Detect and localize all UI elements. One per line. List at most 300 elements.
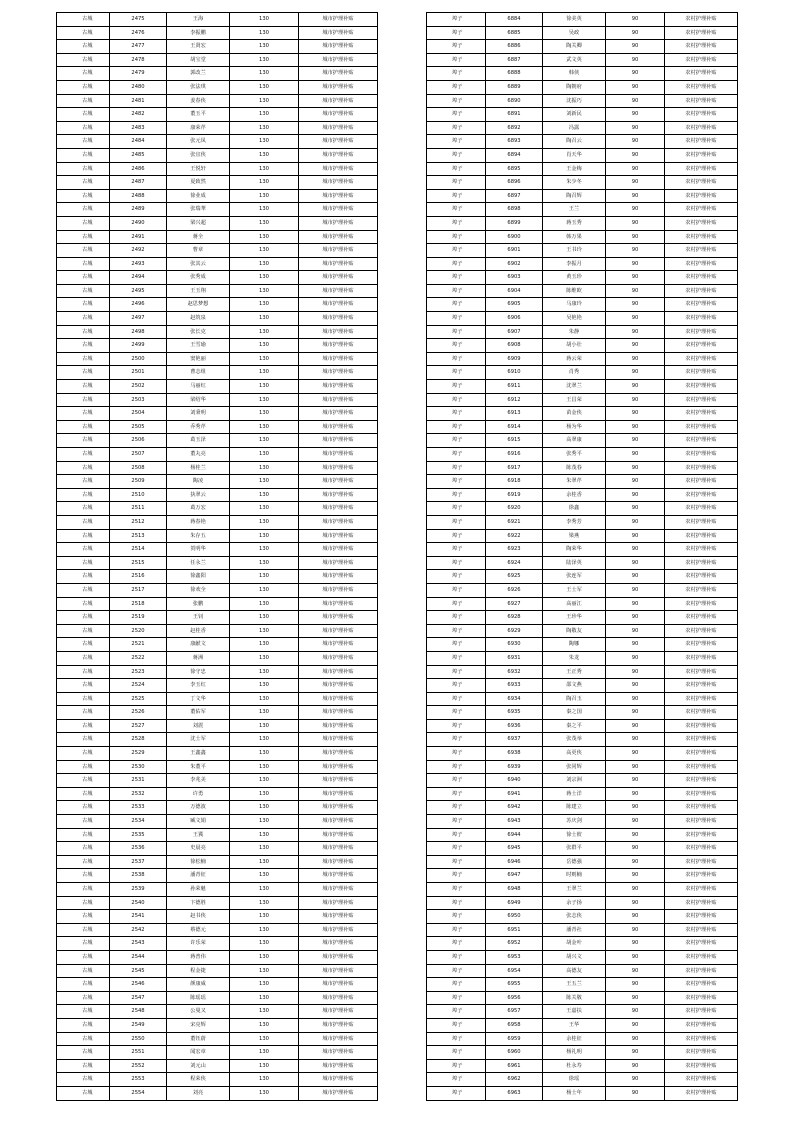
type-cell: 城市护理补贴 — [299, 434, 378, 448]
table-row — [427, 1073, 738, 1087]
area-cell: 古城 — [57, 26, 110, 40]
table-row — [57, 787, 378, 801]
amount-cell: 130 — [230, 1059, 299, 1073]
table-row — [57, 706, 378, 720]
area-cell: 古城 — [57, 13, 110, 27]
type-cell: 城市护理补贴 — [299, 108, 378, 122]
id-cell: 2515 — [110, 556, 167, 570]
name-cell: 董佑军 — [167, 706, 230, 720]
table-row — [57, 434, 378, 448]
type-cell: 城市护理补贴 — [299, 910, 378, 924]
amount-cell: 130 — [230, 706, 299, 720]
type-cell: 城市护理补贴 — [299, 543, 378, 557]
name-cell: 潘青征 — [167, 869, 230, 883]
name-cell: 李秀芳 — [543, 515, 606, 529]
id-cell: 2512 — [110, 515, 167, 529]
type-cell: 农村护理补贴 — [665, 108, 738, 122]
id-cell: 6893 — [486, 135, 543, 149]
type-cell: 农村护理补贴 — [665, 1005, 738, 1019]
type-cell: 农村护理补贴 — [665, 135, 738, 149]
amount-cell: 90 — [606, 597, 665, 611]
area-cell: 古城 — [57, 624, 110, 638]
area-cell: 埠子 — [427, 910, 486, 924]
table-row — [427, 624, 738, 638]
amount-cell: 90 — [606, 230, 665, 244]
name-cell: 王正秀 — [543, 665, 606, 679]
amount-cell: 90 — [606, 475, 665, 489]
type-cell: 农村护理补贴 — [665, 216, 738, 230]
amount-cell: 130 — [230, 257, 299, 271]
type-cell: 城市护理补贴 — [299, 570, 378, 584]
amount-cell: 130 — [230, 733, 299, 747]
id-cell: 6947 — [486, 869, 543, 883]
amount-cell: 90 — [606, 1005, 665, 1019]
amount-cell: 90 — [606, 108, 665, 122]
id-cell: 2497 — [110, 312, 167, 326]
id-cell: 6924 — [486, 556, 543, 570]
name-cell: 王珍华 — [543, 611, 606, 625]
table-row — [57, 244, 378, 258]
id-cell: 6937 — [486, 733, 543, 747]
area-cell: 古城 — [57, 502, 110, 516]
table-row — [57, 1018, 378, 1032]
table-row — [427, 80, 738, 94]
id-cell: 6917 — [486, 461, 543, 475]
name-cell: 赵书侠 — [167, 910, 230, 924]
area-cell: 古城 — [57, 651, 110, 665]
area-cell: 埠子 — [427, 896, 486, 910]
area-cell: 古城 — [57, 638, 110, 652]
table-row — [57, 189, 378, 203]
area-cell: 古城 — [57, 284, 110, 298]
area-cell: 埠子 — [427, 815, 486, 829]
id-cell: 6897 — [486, 189, 543, 203]
amount-cell: 90 — [606, 801, 665, 815]
area-cell: 古城 — [57, 529, 110, 543]
amount-cell: 90 — [606, 488, 665, 502]
table-row — [57, 719, 378, 733]
id-cell: 2501 — [110, 366, 167, 380]
name-cell: 蒋玉秀 — [543, 216, 606, 230]
table-row — [57, 298, 378, 312]
area-cell: 古城 — [57, 230, 110, 244]
type-cell: 农村护理补贴 — [665, 624, 738, 638]
id-cell: 6887 — [486, 53, 543, 67]
type-cell: 农村护理补贴 — [665, 937, 738, 951]
amount-cell: 90 — [606, 257, 665, 271]
table-row — [427, 529, 738, 543]
type-cell: 农村护理补贴 — [665, 964, 738, 978]
amount-cell: 90 — [606, 121, 665, 135]
name-cell: 陶关卿 — [543, 40, 606, 54]
id-cell: 2532 — [110, 787, 167, 801]
area-cell: 埠子 — [427, 515, 486, 529]
type-cell: 农村护理补贴 — [665, 162, 738, 176]
name-cell: 高丽江 — [543, 597, 606, 611]
area-cell: 古城 — [57, 787, 110, 801]
type-cell: 农村护理补贴 — [665, 692, 738, 706]
id-cell: 2514 — [110, 543, 167, 557]
table-row — [427, 1086, 738, 1100]
name-cell: 许乐荣 — [167, 937, 230, 951]
id-cell: 2534 — [110, 815, 167, 829]
name-cell: 张茂举 — [543, 733, 606, 747]
id-cell: 6943 — [486, 815, 543, 829]
area-cell: 埠子 — [427, 869, 486, 883]
type-cell: 城市护理补贴 — [299, 1073, 378, 1087]
id-cell: 6899 — [486, 216, 543, 230]
id-cell: 2479 — [110, 67, 167, 81]
amount-cell: 130 — [230, 515, 299, 529]
id-cell: 6946 — [486, 855, 543, 869]
amount-cell: 90 — [606, 380, 665, 394]
type-cell: 城市护理补贴 — [299, 26, 378, 40]
area-cell: 埠子 — [427, 583, 486, 597]
table-row — [57, 488, 378, 502]
name-cell: 卞德胜 — [167, 896, 230, 910]
name-cell: 史晨亮 — [167, 842, 230, 856]
name-cell: 王五兰 — [543, 978, 606, 992]
id-cell: 2526 — [110, 706, 167, 720]
area-cell: 古城 — [57, 978, 110, 992]
amount-cell: 130 — [230, 883, 299, 897]
type-cell: 农村护理补贴 — [665, 13, 738, 27]
type-cell: 城市护理补贴 — [299, 312, 378, 326]
name-cell: 苗金侠 — [543, 407, 606, 421]
name-cell: 秦之平 — [543, 719, 606, 733]
id-cell: 2527 — [110, 719, 167, 733]
table-row — [57, 366, 378, 380]
amount-cell: 130 — [230, 216, 299, 230]
amount-cell: 90 — [606, 638, 665, 652]
table-row — [427, 515, 738, 529]
table-row — [427, 448, 738, 462]
table-row — [57, 760, 378, 774]
area-cell: 埠子 — [427, 475, 486, 489]
area-cell: 古城 — [57, 964, 110, 978]
type-cell: 农村护理补贴 — [665, 366, 738, 380]
name-cell: 刘亮 — [167, 1086, 230, 1100]
name-cell: 丁文华 — [167, 692, 230, 706]
name-cell: 吴政 — [543, 26, 606, 40]
table-row — [57, 855, 378, 869]
name-cell: 蔡德元 — [167, 923, 230, 937]
name-cell: 徐业成 — [167, 189, 230, 203]
amount-cell: 130 — [230, 271, 299, 285]
amount-cell: 90 — [606, 26, 665, 40]
table-row — [427, 189, 738, 203]
area-cell: 埠子 — [427, 1046, 486, 1060]
area-cell: 埠子 — [427, 121, 486, 135]
table-row — [57, 733, 378, 747]
amount-cell: 130 — [230, 869, 299, 883]
type-cell: 城市护理补贴 — [299, 923, 378, 937]
area-cell: 古城 — [57, 162, 110, 176]
amount-cell: 130 — [230, 787, 299, 801]
type-cell: 农村护理补贴 — [665, 774, 738, 788]
type-cell: 农村护理补贴 — [665, 638, 738, 652]
amount-cell: 90 — [606, 461, 665, 475]
area-cell: 古城 — [57, 801, 110, 815]
table-row — [427, 488, 738, 502]
amount-cell: 130 — [230, 13, 299, 27]
area-cell: 埠子 — [427, 1032, 486, 1046]
area-cell: 古城 — [57, 80, 110, 94]
name-cell: 陈维欧 — [543, 284, 606, 298]
id-cell: 6927 — [486, 597, 543, 611]
amount-cell: 90 — [606, 135, 665, 149]
type-cell: 农村护理补贴 — [665, 1046, 738, 1060]
name-cell: 余子扬 — [543, 896, 606, 910]
type-cell: 城市护理补贴 — [299, 950, 378, 964]
id-cell: 2494 — [110, 271, 167, 285]
area-cell: 古城 — [57, 244, 110, 258]
name-cell: 朱翠芹 — [543, 475, 606, 489]
amount-cell: 90 — [606, 53, 665, 67]
id-cell: 2516 — [110, 570, 167, 584]
amount-cell: 130 — [230, 230, 299, 244]
table-row — [57, 747, 378, 761]
type-cell: 城市护理补贴 — [299, 869, 378, 883]
amount-cell: 90 — [606, 434, 665, 448]
id-cell: 2543 — [110, 937, 167, 951]
id-cell: 2496 — [110, 298, 167, 312]
area-cell: 埠子 — [427, 148, 486, 162]
amount-cell: 90 — [606, 665, 665, 679]
id-cell: 6902 — [486, 257, 543, 271]
name-cell: 徐鑫阳 — [167, 570, 230, 584]
amount-cell: 90 — [606, 923, 665, 937]
type-cell: 城市护理补贴 — [299, 978, 378, 992]
type-cell: 城市护理补贴 — [299, 488, 378, 502]
amount-cell: 130 — [230, 393, 299, 407]
id-cell: 6915 — [486, 434, 543, 448]
area-cell: 埠子 — [427, 1059, 486, 1073]
table-row — [57, 910, 378, 924]
id-cell: 2541 — [110, 910, 167, 924]
area-cell: 埠子 — [427, 80, 486, 94]
id-cell: 6907 — [486, 325, 543, 339]
name-cell: 陶召云 — [543, 135, 606, 149]
amount-cell: 130 — [230, 488, 299, 502]
id-cell: 6904 — [486, 284, 543, 298]
table-row — [427, 284, 738, 298]
name-cell: 程金捷 — [167, 964, 230, 978]
amount-cell: 90 — [606, 883, 665, 897]
amount-cell: 130 — [230, 80, 299, 94]
amount-cell: 90 — [606, 787, 665, 801]
table-row — [427, 230, 738, 244]
name-cell: 张元凤 — [167, 135, 230, 149]
name-cell: 孙荣魁 — [167, 883, 230, 897]
table-row — [427, 339, 738, 353]
table-row — [57, 556, 378, 570]
type-cell: 农村护理补贴 — [665, 665, 738, 679]
table-row — [427, 855, 738, 869]
type-cell: 城市护理补贴 — [299, 787, 378, 801]
type-cell: 城市护理补贴 — [299, 230, 378, 244]
type-cell: 城市护理补贴 — [299, 461, 378, 475]
type-cell: 农村护理补贴 — [665, 121, 738, 135]
table-row — [427, 108, 738, 122]
area-cell: 古城 — [57, 271, 110, 285]
name-cell: 陶凌 — [167, 475, 230, 489]
type-cell: 农村护理补贴 — [665, 80, 738, 94]
area-cell: 埠子 — [427, 94, 486, 108]
table-row — [57, 869, 378, 883]
name-cell: 肖秀 — [543, 366, 606, 380]
area-cell: 古城 — [57, 815, 110, 829]
name-cell: 董丸亮 — [167, 448, 230, 462]
area-cell: 古城 — [57, 910, 110, 924]
amount-cell: 130 — [230, 203, 299, 217]
name-cell: 梁兴超 — [167, 216, 230, 230]
table-row — [57, 1086, 378, 1100]
table-row — [427, 53, 738, 67]
name-cell: 陶娜 — [543, 638, 606, 652]
type-cell: 城市护理补贴 — [299, 325, 378, 339]
table-row — [57, 1005, 378, 1019]
area-cell: 古城 — [57, 706, 110, 720]
table-row — [57, 162, 378, 176]
amount-cell: 130 — [230, 380, 299, 394]
name-cell: 王鑫鑫 — [167, 747, 230, 761]
name-cell: 时则楠 — [543, 869, 606, 883]
table-row — [57, 148, 378, 162]
type-cell: 城市护理补贴 — [299, 352, 378, 366]
name-cell: 徐鑫 — [543, 502, 606, 516]
name-cell: 韩侠 — [543, 67, 606, 81]
name-cell: 夏致然 — [167, 176, 230, 190]
type-cell: 农村护理补贴 — [665, 719, 738, 733]
area-cell: 古城 — [57, 434, 110, 448]
type-cell: 城市护理补贴 — [299, 991, 378, 1005]
table-row — [57, 1046, 378, 1060]
type-cell: 农村护理补贴 — [665, 1073, 738, 1087]
id-cell: 2499 — [110, 339, 167, 353]
amount-cell: 90 — [606, 13, 665, 27]
type-cell: 农村护理补贴 — [665, 651, 738, 665]
table-row — [57, 583, 378, 597]
id-cell: 6920 — [486, 502, 543, 516]
name-cell: 陶荣华 — [543, 543, 606, 557]
name-cell: 董钰蔚 — [167, 1032, 230, 1046]
amount-cell: 90 — [606, 271, 665, 285]
table-row — [427, 420, 738, 434]
name-cell: 刘震 — [167, 719, 230, 733]
id-cell: 2504 — [110, 407, 167, 421]
type-cell: 农村护理补贴 — [665, 679, 738, 693]
type-cell: 城市护理补贴 — [299, 13, 378, 27]
table-row — [57, 883, 378, 897]
amount-cell: 90 — [606, 815, 665, 829]
area-cell: 古城 — [57, 380, 110, 394]
table-row — [427, 747, 738, 761]
id-cell: 2505 — [110, 420, 167, 434]
id-cell: 2550 — [110, 1032, 167, 1046]
amount-cell: 90 — [606, 869, 665, 883]
amount-cell: 90 — [606, 543, 665, 557]
area-cell: 古城 — [57, 1073, 110, 1087]
name-cell: 姜春侠 — [167, 94, 230, 108]
amount-cell: 90 — [606, 611, 665, 625]
amount-cell: 90 — [606, 1073, 665, 1087]
table-row — [57, 312, 378, 326]
type-cell: 农村护理补贴 — [665, 706, 738, 720]
id-cell: 2513 — [110, 529, 167, 543]
area-cell: 古城 — [57, 855, 110, 869]
id-cell: 2535 — [110, 828, 167, 842]
amount-cell: 90 — [606, 1059, 665, 1073]
id-cell: 6936 — [486, 719, 543, 733]
area-cell: 古城 — [57, 475, 110, 489]
table-row — [57, 325, 378, 339]
type-cell: 农村护理补贴 — [665, 583, 738, 597]
name-cell: 肖天华 — [543, 148, 606, 162]
type-cell: 农村护理补贴 — [665, 40, 738, 54]
amount-cell: 90 — [606, 244, 665, 258]
area-cell: 埠子 — [427, 420, 486, 434]
table-row — [427, 597, 738, 611]
id-cell: 6952 — [486, 937, 543, 951]
table-row — [427, 679, 738, 693]
name-cell: 王书玲 — [543, 244, 606, 258]
area-cell: 埠子 — [427, 556, 486, 570]
table-row — [57, 937, 378, 951]
type-cell: 农村护理补贴 — [665, 842, 738, 856]
amount-cell: 90 — [606, 937, 665, 951]
table-row — [57, 26, 378, 40]
area-cell: 埠子 — [427, 543, 486, 557]
area-cell: 古城 — [57, 298, 110, 312]
type-cell: 农村护理补贴 — [665, 67, 738, 81]
id-cell: 2486 — [110, 162, 167, 176]
table-row — [427, 611, 738, 625]
area-cell: 埠子 — [427, 611, 486, 625]
id-cell: 6954 — [486, 964, 543, 978]
id-cell: 2519 — [110, 611, 167, 625]
amount-cell: 130 — [230, 896, 299, 910]
name-cell: 高更侠 — [543, 747, 606, 761]
type-cell: 城市护理补贴 — [299, 189, 378, 203]
table-row — [427, 556, 738, 570]
table-row — [427, 380, 738, 394]
type-cell: 农村护理补贴 — [665, 1018, 738, 1032]
amount-cell: 130 — [230, 747, 299, 761]
area-cell: 古城 — [57, 148, 110, 162]
name-cell: 李玉红 — [167, 679, 230, 693]
id-cell: 6948 — [486, 883, 543, 897]
table-row — [427, 216, 738, 230]
name-cell: 张长克 — [167, 325, 230, 339]
id-cell: 2483 — [110, 121, 167, 135]
area-cell: 埠子 — [427, 760, 486, 774]
id-cell: 6951 — [486, 923, 543, 937]
name-cell: 执翠云 — [167, 488, 230, 502]
type-cell: 城市护理补贴 — [299, 448, 378, 462]
table-row — [57, 475, 378, 489]
type-cell: 农村护理补贴 — [665, 380, 738, 394]
type-cell: 城市护理补贴 — [299, 651, 378, 665]
name-cell: 葛万宏 — [167, 502, 230, 516]
amount-cell: 90 — [606, 298, 665, 312]
amount-cell: 90 — [606, 420, 665, 434]
area-cell: 埠子 — [427, 271, 486, 285]
table-row — [57, 40, 378, 54]
table-row — [427, 434, 738, 448]
name-cell: 王华 — [543, 1018, 606, 1032]
name-cell: 张同辉 — [543, 760, 606, 774]
